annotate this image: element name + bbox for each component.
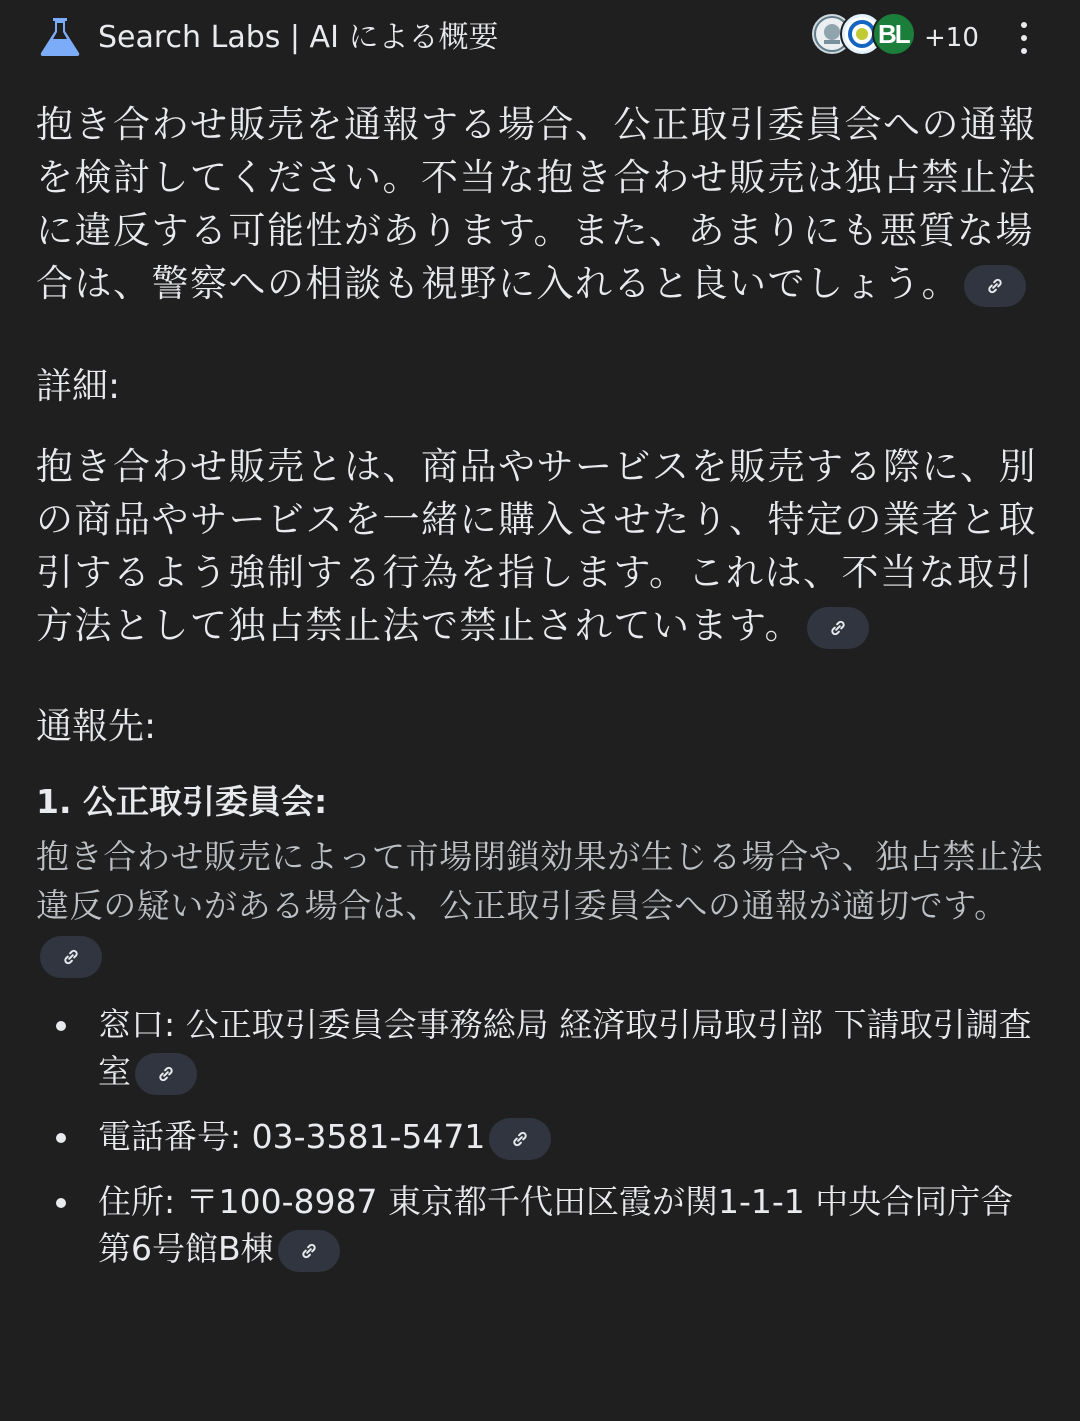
source-avatar-badge[interactable] <box>872 12 916 56</box>
details-heading: 詳細: <box>36 366 121 407</box>
list-item <box>36 1113 1044 1160</box>
item1-body <box>36 832 1044 979</box>
list-item <box>36 1178 1044 1272</box>
link-icon[interactable] <box>135 1053 197 1095</box>
contact-list <box>36 1001 1044 1272</box>
more-sources-count[interactable]: +10 <box>924 23 979 53</box>
source-avatars[interactable] <box>810 12 922 60</box>
overview-content <box>36 98 1044 1272</box>
flask-icon <box>38 16 82 58</box>
bullet-icon <box>56 1021 66 1031</box>
avatar-label: BL <box>878 19 909 49</box>
list-item <box>36 1001 1044 1095</box>
contact-office: 窓口: 公正取引委員会事務総局 経済取引局取引部 下請取引調査室 <box>98 1005 1032 1091</box>
link-icon[interactable] <box>40 936 102 978</box>
header-title: Search Labs | AI による概要 <box>98 20 499 55</box>
bullet-icon <box>56 1198 66 1208</box>
link-icon[interactable] <box>964 265 1026 307</box>
summary-intro <box>36 98 1044 310</box>
overview-header <box>0 0 1080 80</box>
details-text: 抱き合わせ販売とは、商品やサービスを販売する際に、別の商品やサービスを一緒に購入させたり、特定の業者と取引するよう強制する行為を指します。これは、不当な取引方法として独占禁止法で禁止されています。 <box>36 445 1037 647</box>
contact-phone[interactable]: 電話番号: 03-3581-5471 <box>98 1117 486 1156</box>
summary-intro-text: 抱き合わせ販売を通報する場合、公正取引委員会への通報を検討してください。不当な抱き合わせ販売は独占禁止法に違反する可能性があります。また、あまりにも悪質な場合は、警察への相談も視野に入れると良いでしょう。 <box>36 103 1037 305</box>
link-icon[interactable] <box>489 1118 551 1160</box>
contact-address: 住所: 〒100-8987 東京都千代田区霞が関1-1-1 中央合同庁舎第6号館B棟 <box>98 1182 1014 1268</box>
more-vert-icon[interactable] <box>1008 18 1040 58</box>
report-heading: 通報先: <box>36 706 157 747</box>
item1-body-text: 抱き合わせ販売によって市場閉鎖効果が生じる場合や、独占禁止法違反の疑いがある場合は、公正取引委員会への通報が適切です。 <box>36 837 1044 925</box>
link-icon[interactable] <box>807 607 869 649</box>
details-paragraph <box>36 440 1044 652</box>
bullet-icon <box>56 1133 66 1143</box>
link-icon[interactable] <box>278 1230 340 1272</box>
item1-heading: 1. 公正取引委員会: <box>36 782 328 821</box>
